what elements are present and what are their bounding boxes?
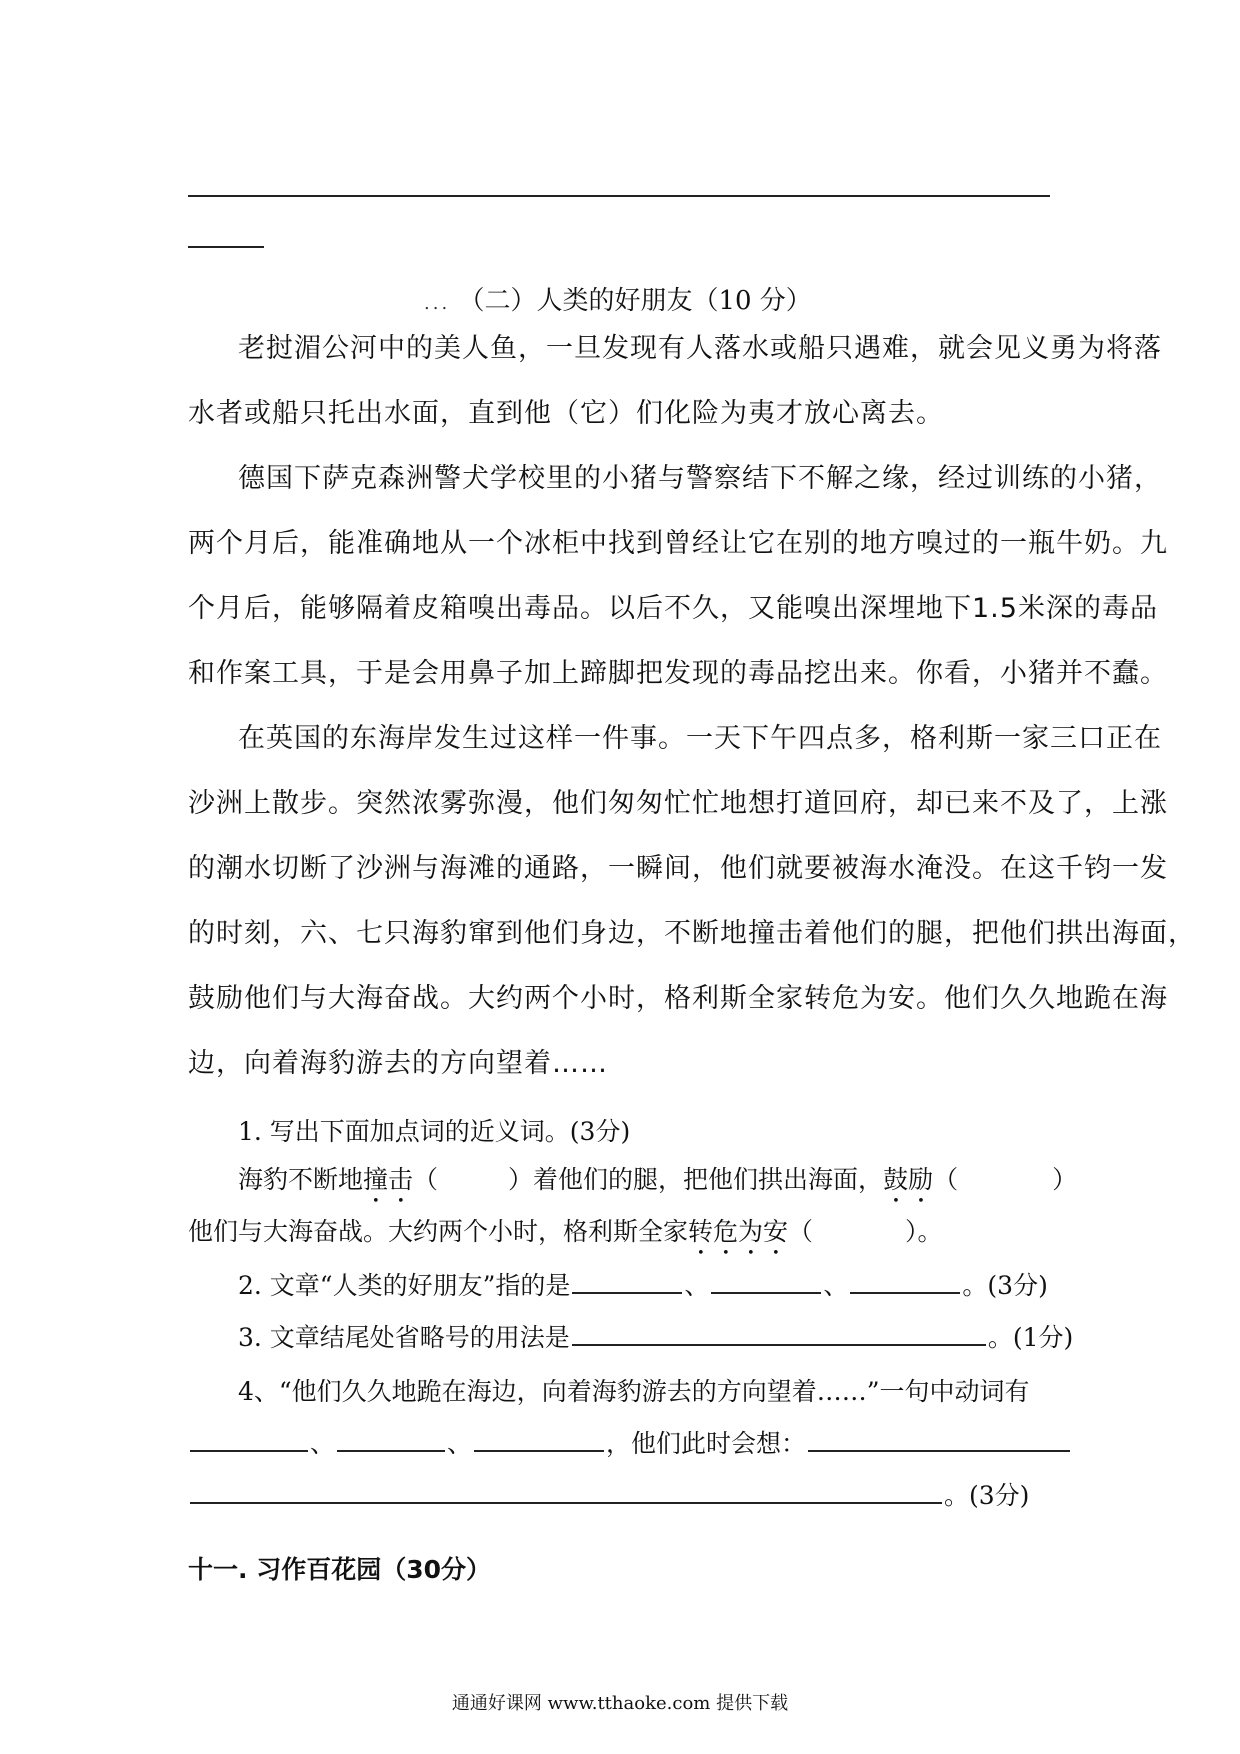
top-rule-long [188,195,1050,197]
q1-text: 他们与大海奋战。大约两个小时，格利斯全家 [188,1217,689,1246]
q1-paren-close: ） [1052,1165,1078,1194]
passage-line: 在英国的东海岸发生过这样一件事。一天下午四点多，格利斯一家三口正在 [238,723,1162,754]
q2-sep: 、 [823,1271,849,1300]
q1-paren-open: （ [933,1165,959,1194]
passage-line: 鼓励他们与大海奋战。大约两个小时，格利斯全家转危为安。他们久久地跪在海 [188,983,1168,1014]
passage-line: 沙洲上散步。突然浓雾弥漫，他们匆匆忙忙地想打道回府，却已来不及了，上涨 [188,788,1168,819]
q4-text: ，他们此时会想： [606,1429,807,1458]
q4-score: 。(3分) [944,1481,1030,1510]
q2-text: 2. 文章“人类的好朋友”指的是 [238,1271,571,1300]
question-4-line-1: 4、“他们久久地跪在海边，向着海豹游去的方向望着……”一句中动词有 [238,1377,1030,1406]
q2-blank-2[interactable] [711,1291,821,1294]
question-4-line-2 [188,1424,1072,1460]
question-1-line-1 [238,1160,1077,1209]
composition-title: 十一. 习作百花园（30分） [188,1555,491,1584]
q1-word-2: 鼓励 [883,1165,934,1194]
q1-word-1: 撞击 [363,1165,414,1194]
q1-paren-open: （ [788,1217,814,1246]
question-1-line-2 [188,1212,943,1261]
q4-sep: 、 [447,1429,473,1458]
passage-line: 老挝湄公河中的美人鱼，一旦发现有人落水或船只遇难，就会见义勇为将落 [238,333,1162,364]
q4-blank-1[interactable] [190,1449,308,1452]
q4-blank-5[interactable] [190,1501,942,1504]
q1-text: 海豹不断地 [238,1165,364,1194]
q1-text: ）着他们的腿，把他们拱出海面， [508,1165,884,1194]
passage-line: 的时刻，六、七只海豹窜到他们身边，不断地撞击着他们的腿，把他们拱出海面， [188,918,1196,949]
q1-word-3: 转危为安 [688,1217,789,1246]
question-4-line-3 [188,1476,1029,1512]
passage-line: 的潮水切断了沙洲与海滩的通路，一瞬间，他们就要被海水淹没。在这千钧一发 [188,853,1168,884]
q3-text: 3. 文章结尾处省略号的用法是 [238,1323,570,1352]
q1-paren-close: ）。 [905,1217,943,1246]
passage-line: 两个月后，能准确地从一个冰柜中找到曾经让它在别的地方嗅过的一瓶牛奶。九 [188,528,1168,559]
q2-sep: 、 [684,1271,710,1300]
q2-blank-1[interactable] [572,1291,682,1294]
question-3 [238,1318,1073,1354]
q3-score: 。(1分) [987,1323,1074,1352]
q4-blank-3[interactable] [474,1449,604,1452]
title-dots: ... [424,293,451,314]
passage-line: 边，向着海豹游去的方向望着…… [188,1048,608,1079]
question-1-title: 1. 写出下面加点词的近义词。(3分) [238,1117,631,1146]
question-2 [238,1266,1048,1302]
q1-paren-open: （ [413,1165,439,1194]
q4-blank-2[interactable] [337,1449,445,1452]
q2-score: 。(3分) [962,1271,1048,1300]
q4-sep: 、 [310,1429,336,1458]
q4-blank-4[interactable] [808,1449,1070,1452]
passage-line: 水者或船只托出水面，直到他（它）们化险为夷才放心离去。 [188,398,944,429]
section-title [424,280,812,317]
top-rule-short [188,246,264,248]
q2-blank-3[interactable] [850,1291,960,1294]
q3-blank[interactable] [572,1343,986,1346]
passage-line: 和作案工具，于是会用鼻子加上蹄脚把发现的毒品挖出来。你看，小猪并不蠢。 [188,658,1168,689]
page-footer: 通通好课网 www.tthaoke.com 提供下载 [451,1693,789,1714]
section-title-text: （二）人类的好朋友（10 分） [458,286,812,316]
passage-line: 德国下萨克森洲警犬学校里的小猪与警察结下不解之缘，经过训练的小猪， [238,463,1162,494]
passage-line: 个月后，能够隔着皮箱嗅出毒品。以后不久，又能嗅出深埋地下1.5米深的毒品 [188,593,1158,624]
